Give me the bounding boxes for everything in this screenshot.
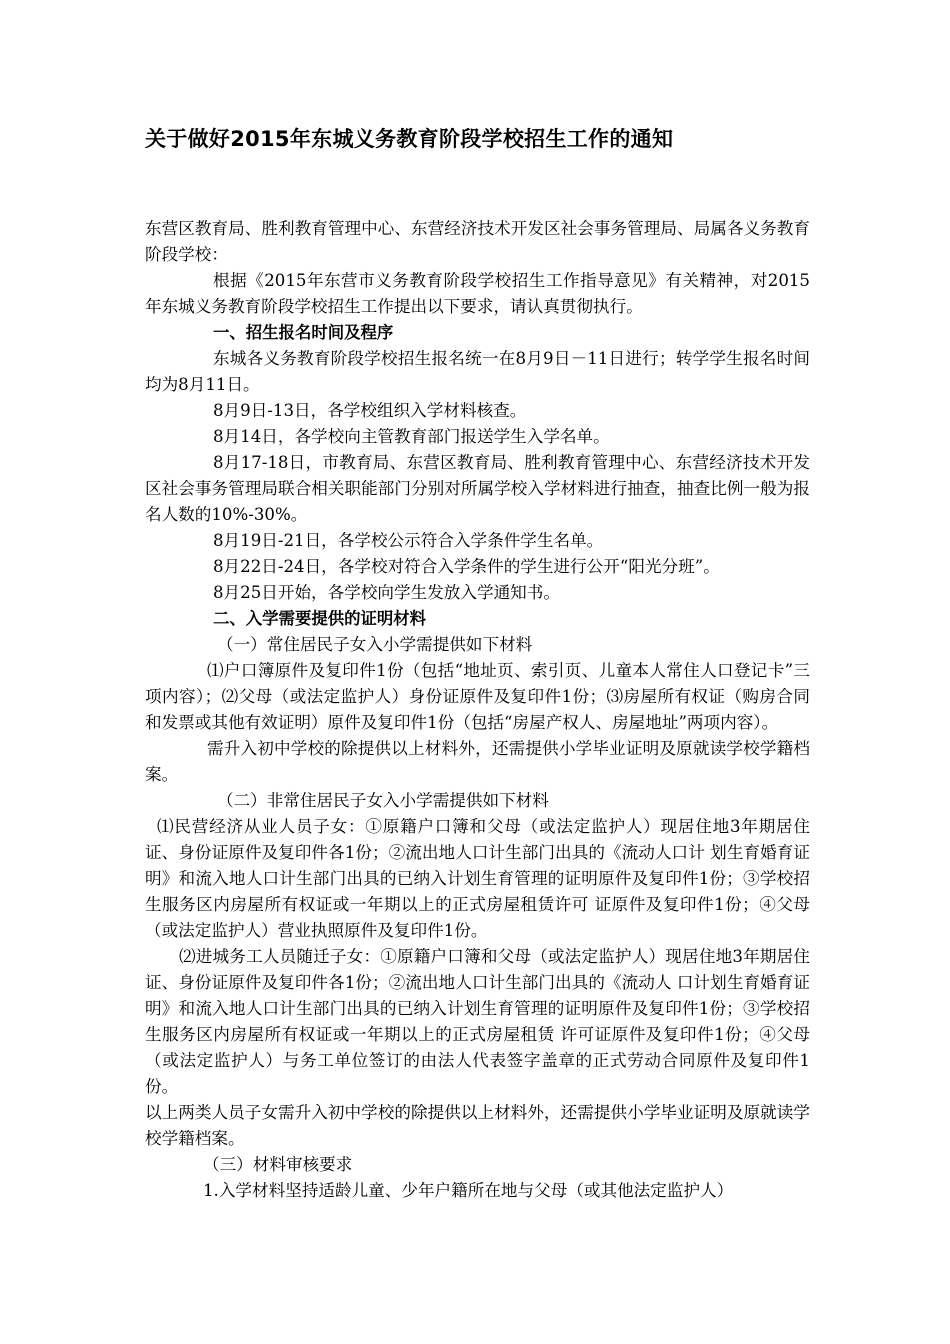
subsection-3-heading: （三）材料审核要求 (203, 1155, 353, 1174)
section-1-paragraph: 8月17-18日，市教育局、东营区教育局、胜利教育管理中心、东营经济技术开发区社会事务管理局联合相关职能部门分别对所属学校入学材料进行抽查，抽查比例一般为报名人数的10%-30%。 (145, 453, 810, 524)
addressee: 东营区教育局、胜利教育管理中心、东营经济技术开发区社会事务管理局、局属各义务教育阶段学校： (145, 219, 810, 264)
section-1-paragraph: 东城各义务教育阶段学校招生报名统一在8月9日－11日进行；转学学生报名时间均为8月11日。 (145, 349, 810, 394)
section-1-paragraph: 8月22日-24日，各学校对符合入学条件的学生进行公开“阳光分班”。 (213, 557, 720, 576)
section-1-paragraph: 8月19日-21日，各学校公示符合入学条件学生名单。 (213, 531, 604, 550)
document-title: 关于做好2015年东城义务教育阶段学校招生工作的通知 (145, 127, 674, 151)
section-1-paragraph: 8月25日开始，各学校向学生发放入学通知书。 (213, 583, 560, 602)
intro-paragraph: 根据《2015年东营市义务教育阶段学校招生工作指导意见》有关精神，对2015年东城义务教育阶段学校招生工作提出以下要求，请认真贯彻执行。 (145, 271, 810, 316)
subsection-3-item: 1.入学材料坚持适龄儿童、少年户籍所在地与父母（或其他法定监护人） (203, 1181, 734, 1200)
subsection-1-heading: （一）常住居民子女入小学需提供如下材料 (217, 635, 533, 654)
section-1-paragraph: 8月14日，各学校向主管教育部门报送学生入学名单。 (213, 427, 610, 446)
document-body (145, 216, 810, 1204)
section-1-heading: 一、招生报名时间及程序 (213, 323, 394, 342)
subsection-2-item: ⑵进城务工人员随迁子女：①原籍户口簿和父母（或法定监护人）现居住地3年期居住证、身份证原件及复印件各1份；②流出地人口计生部门出具的《流动人 口计划生育婚育证明》和流入地人口计生部门出具的已纳入计划生育管理的证明原件及复印件1份；③学校招生服务区内房屋所有权证或一年期以上的正式房屋租赁 许可证原件及复印件1份；④父母（或法定监护人）与务工单位签订的由法人代表签字盖章的正式劳动合同原件及复印件1份。 (145, 947, 810, 1096)
section-2-heading: 二、入学需要提供的证明材料 (213, 609, 427, 628)
subsection-2-note: 以上两类人员子女需升入初中学校的除提供以上材料外，还需提供小学毕业证明及原就读学校学籍档案。 (145, 1103, 810, 1148)
section-1-paragraph: 8月9日-13日，各学校组织入学材料核查。 (213, 401, 527, 420)
subsection-1-item: ⑴户口簿原件及复印件1份（包括“地址页、索引页、儿童本人常住人口登记卡”三项内容）；⑵父母（或法定监护人）身份证原件及复印件1份；⑶房屋所有权证（购房合同和发票或其他有效证明）原件及复印件1份（包括“房屋产权人、房屋地址”两项内容）。 (145, 661, 810, 732)
subsection-2-item: ⑴民营经济从业人员子女：①原籍户口簿和父母（或法定监护人）现居住地3年期居住证、身份证原件及复印件各1份；②流出地人口计生部门出具的《流动人口计 划生育婚育证明》和流入地人口计生部门出具的已纳入计划生育管理的证明原件及复印件1份；③学校招生服务区内房屋所有权证或一年期以上的正式房屋租赁许可 证原件及复印件1份；④父母（或法定监护人）营业执照原件及复印件1份。 (145, 817, 810, 940)
subsection-2-heading: （二）非常住居民子女入小学需提供如下材料 (217, 791, 549, 810)
subsection-1-note: 需升入初中学校的除提供以上材料外，还需提供小学毕业证明及原就读学校学籍档案。 (145, 739, 810, 784)
